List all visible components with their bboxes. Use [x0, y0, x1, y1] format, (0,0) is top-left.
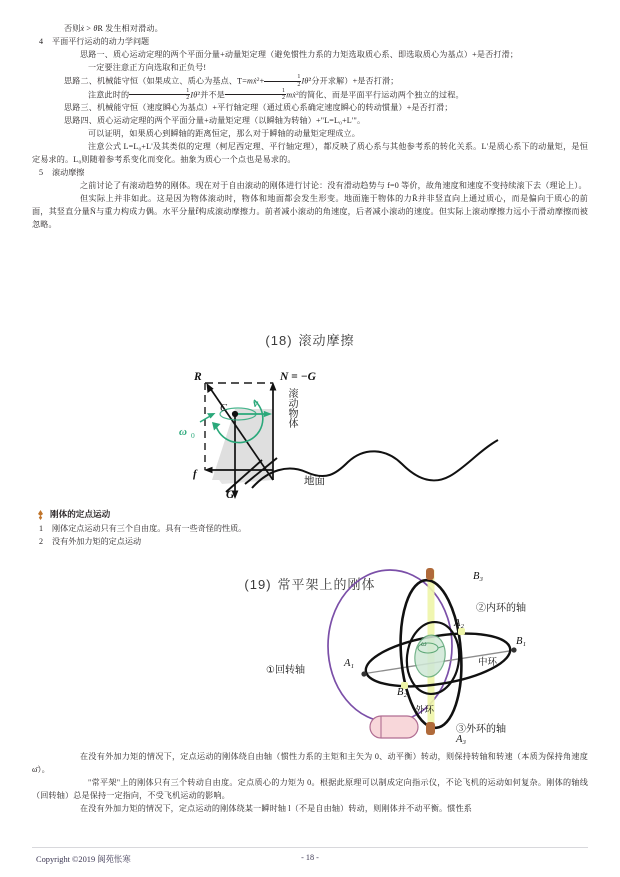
list-item-4 [32, 35, 588, 48]
figure-18-caption [0, 330, 620, 349]
para-rolling-1: 之前讨论了有滚动趋势的刚体。现在对于自由滚动的刚体进行讨论：没有滑动趋势与 f=0 等价，故角速度和速度不变持续滚下去（理论上）。 [80, 181, 587, 191]
para-silu-4: 思路四、质心运动定理的两个平面分量+动量矩定理（以瞬轴为转轴）+"L=L₀+L'"。 [64, 116, 366, 126]
base-stand [370, 716, 418, 738]
footer-page-number-text: - 18 - [301, 853, 319, 862]
label-axis-1: ①回转轴 [266, 665, 305, 676]
figure-18-title: 滚动摩擦 [298, 333, 355, 348]
pivot-bottom [426, 722, 435, 735]
para-note-direction: 一定要注意正方向选取和正负号! [88, 63, 207, 72]
para-tail-1: 在没有外加力矩的情况下，定点运动的刚体绕自由轴（惯性力系的主矩和主矢为 0、动平衡）转动，则保持转轴和转速（本质为保持角速度ω̄）。 [32, 752, 588, 774]
section-heading-fixed-point [36, 508, 110, 520]
label-v: v [253, 398, 259, 410]
figure-19-title: 常平架上的刚体 [277, 577, 376, 592]
nub-A2 [458, 628, 465, 635]
footer-copyright: Copyright ©2019 阆苑怅寒 [36, 855, 131, 864]
rotation-arc-head [212, 422, 221, 431]
label-omega-sub: 0 [191, 431, 195, 440]
label-ring-middle: 中环 [478, 657, 498, 668]
footer-divider [32, 847, 588, 848]
fixed-point-item-1 [32, 522, 588, 535]
label-ring-outer: 外环 [415, 705, 435, 716]
figure-19-label: (19) [244, 577, 272, 592]
para-tail-3: 在没有外加力矩的情况下，定点运动的刚体绕某一瞬时轴 l（不是自由轴）转动，则刚体并不动平衡。惯性系 [80, 804, 473, 813]
label-omega-rotor: ω [421, 639, 427, 648]
label-ground: 地面 [304, 475, 325, 487]
para-silu-3: 思路三、机械能守恒（速度瞬心为基点）+平行轴定理（通过质心系确定速度瞬心的转动惯量）+是否打滑； [64, 103, 453, 113]
para-note-energy: 注意此时的 $\frac{1}{2}$ Iθ̇$^2$并不是 $\frac{1}{2}$ mẋ$^2$的简化、而是平面平行运动两个独立的过程。 [88, 88, 464, 102]
label-axis-2: ②内环的轴 [476, 603, 526, 614]
page-footer [0, 847, 620, 877]
fixed-point-item-1-text: 刚体定点运动只有三个自由度。具有一些奇怪的性质。 [52, 524, 247, 533]
fixed-point-item-1-number: 1 [39, 524, 44, 533]
label-f: f [193, 468, 197, 480]
para-silu-1: 思路一、质心运动定理的两个平面分量+动量矩定理（避免惯性力系的力矩选取质心系、即选取质心为基点）+是否打滑； [80, 50, 519, 59]
fixed-point-item-2-text: 没有外加力矩的定点运动 [52, 537, 142, 546]
para-note-energy-post: 的简化、而是平面平行运动两个独立的过程。 [298, 90, 464, 100]
label-A2: A₂ [454, 618, 465, 629]
pivot-A1 [361, 671, 366, 676]
center-of-mass-dot [232, 411, 238, 417]
line-otherwise: 否则ẋ > θ̇R 发生相对滑动。 [64, 24, 163, 33]
para-note-energy-mid: 并不是 [200, 90, 226, 100]
figure-19-gimbal [266, 566, 548, 745]
label-C: C [220, 403, 228, 414]
label-R: R [194, 371, 202, 383]
pivot-top [426, 568, 434, 580]
list-item-4-title: 平面平行运动的动力学问题 [52, 37, 150, 46]
label-A3: A₃ [456, 734, 467, 745]
ground-curve [252, 440, 498, 488]
para-silu-2-pre: 思路二、机械能守恒（如果成立、质心为基点、T= [64, 76, 247, 86]
para-note-energy-pre: 注意此时的 [88, 90, 130, 100]
label-axis-3: ③外环的轴 [456, 724, 506, 735]
para-tail-2: "常平架"上的刚体只有三个转动自由度。定点质心的力矩为 0。根据此原理可以制成定向指示仪，不论飞机的运动如何复杂。刚体的轴线（回转轴）总是保持一定指向，不受飞机运动的影响。 [32, 778, 588, 800]
footer-page-number [0, 853, 620, 862]
para-formula-note: 注意公式 L=L₀+L'及其类似的定理（柯尼西定理、平行轴定理），都反映了质心系与其他参考系的转化关系。L'是质心系下的动量矩，是恒定易求的。L₀则随着参考系变化而变化。抽象为质心一个点也是易求的。 [32, 142, 588, 165]
list-item-5-number: 5 [39, 168, 44, 178]
label-A1: A₁ [344, 658, 355, 669]
label-B3: B₃ [473, 571, 484, 582]
label-N: N = −G [280, 371, 316, 383]
para-rolling-2: 但实际上并非如此。这是因为物体滚动时，物体和地面都会发生形变。地面施于物体的力R̄并非竖直向上通过质心，而是偏向于质心的前面，其竖直分量N̄与重力构成力偶。水平分量f̄构成滚动摩擦力。前者减小滚动的角速度，后者减小滚动的速度。但实际上滚动摩擦力远小于滑动摩擦而被忽略。 [32, 194, 588, 230]
label-B1: B₁ [516, 636, 527, 647]
label-omega: ω [179, 426, 187, 438]
text-block-tail [32, 750, 588, 815]
section-heading-label: 刚体的定点运动 [50, 509, 111, 519]
fixed-point-item-2-number: 2 [39, 537, 44, 546]
figure-18-label: (18) [265, 333, 293, 348]
label-B2: B₂ [397, 687, 408, 698]
pivot-B1 [511, 647, 516, 652]
para-silu-2: 思路二、机械能守恒（如果成立、质心为基点、T=mẋ$^2$+ $\frac{1}{2}$ Iθ̇$^2$分开求解）+是否打滑； [64, 74, 399, 88]
list-item-5-title: 滚动摩擦 [52, 168, 85, 178]
para-silu-2-mid: 分开求解）+是否打滑； [311, 76, 399, 86]
fixed-point-list [32, 522, 588, 548]
label-G: G [226, 489, 235, 501]
figure-18-rolling-friction [150, 352, 590, 502]
text-block-top [32, 22, 588, 231]
label-rolling-body: 滚动物体 [286, 388, 297, 428]
diamond-bullet-icon [36, 510, 44, 519]
fixed-point-item-2 [32, 535, 588, 548]
list-item-4-number: 4 [39, 37, 44, 46]
list-item-5 [32, 166, 588, 179]
para-proof: 可以证明，如果质心到瞬轴的距离恒定，那么对于瞬轴的动量矩定理成立。 [88, 129, 361, 139]
